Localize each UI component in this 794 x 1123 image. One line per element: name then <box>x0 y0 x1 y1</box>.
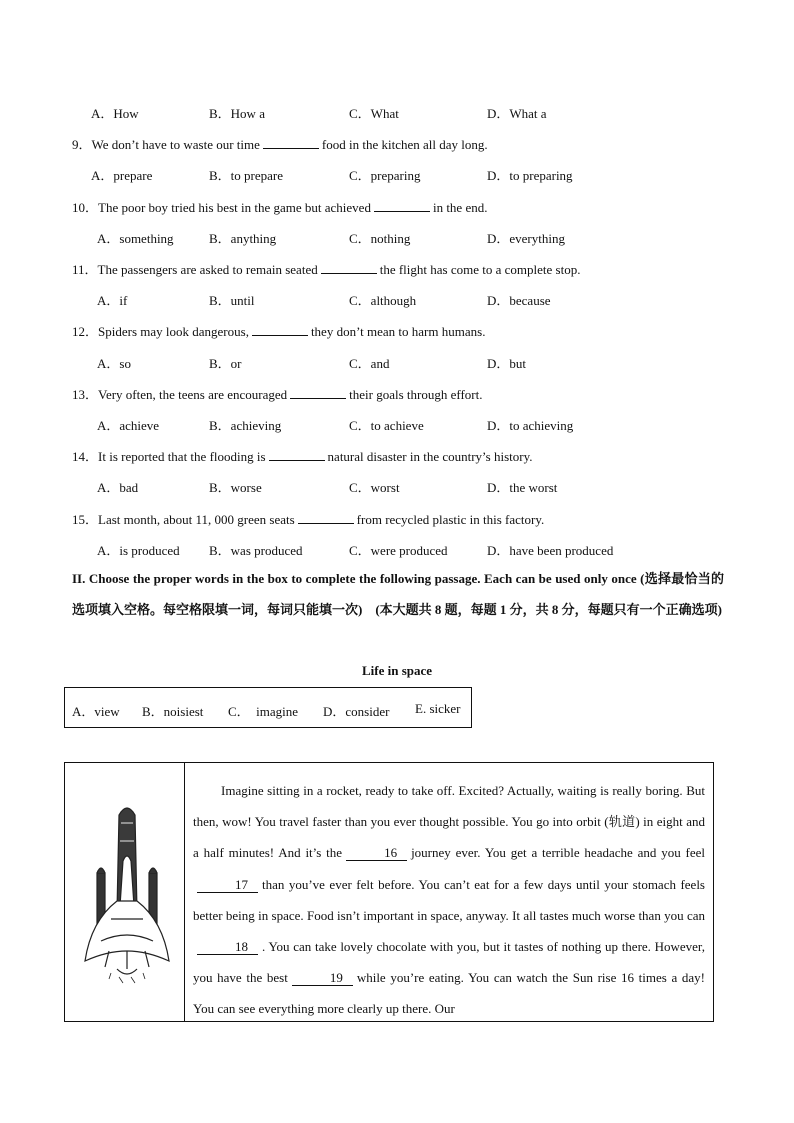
question-text-after: their goals through effort. <box>349 387 483 402</box>
option-c: C．were produced <box>349 543 448 558</box>
option-a: A．something <box>97 231 174 246</box>
option-b: B．to prepare <box>209 168 284 183</box>
question-15 <box>72 509 544 528</box>
passage-segment: journey ever. You get a terrible headache and you feel <box>411 845 705 861</box>
blank-18: 18 <box>197 940 258 955</box>
word-box <box>64 687 472 728</box>
question-number: 14． <box>72 449 99 464</box>
option-b: B．worse <box>209 480 262 495</box>
answer-blank <box>263 136 319 149</box>
option-a: A．bad <box>97 480 139 495</box>
word-option-c: C． imagine <box>228 704 299 719</box>
answer-blank <box>298 511 354 524</box>
option-c: C．to achieve <box>349 418 424 433</box>
passage-segment: Imagine sitting in a rocket, ready to take off. Excited? Actually, waiting is really boring. But then, wow! You travel faster than you ever thought possible. You go into orbit (轨道) in eight and a half minutes! And it’s the <box>193 783 705 861</box>
option-d: D．to achieving <box>487 418 574 433</box>
question-number: 9． <box>72 137 92 152</box>
option-c: C．worst <box>349 480 400 495</box>
passage-segment: than you’ve ever felt before. You can’t eat for a few days until your stomach feels better being in space. Food isn’t important in space, anyway. It all tastes much worse than you can <box>193 876 705 923</box>
option-c: C．What <box>349 106 399 121</box>
option-c: C．nothing <box>349 231 411 246</box>
passage-segment: while you’re eating. You can watch the Sun rise 16 times a day! You can see everything more clearly up there. Our <box>193 970 705 1017</box>
option-c: C．although <box>349 293 417 308</box>
question-12 <box>72 321 485 340</box>
word-option-d: D．consider <box>323 704 390 719</box>
answer-blank <box>269 448 325 461</box>
option-d: D．What a <box>487 106 547 121</box>
question-text-before: It is reported that the flooding is <box>98 449 266 464</box>
option-a: A．achieve <box>97 418 160 433</box>
option-a: A．if <box>97 293 128 308</box>
answer-blank <box>374 199 430 212</box>
blank-17: 17 <box>197 878 258 893</box>
option-d: D．to preparing <box>487 168 573 183</box>
question-10 <box>72 197 487 216</box>
passage-table <box>64 762 714 1022</box>
option-d: D．everything <box>487 231 565 246</box>
question-number: 13． <box>72 387 99 402</box>
option-d: D．but <box>487 356 527 371</box>
option-b: B．How a <box>209 106 265 121</box>
question-text-before: We don’t have to waste our time <box>91 137 260 152</box>
answer-blank <box>321 261 377 274</box>
blank-16: 16 <box>346 846 407 861</box>
question-text-before: The passengers are asked to remain seated <box>97 262 318 277</box>
option-a: A．prepare <box>91 168 153 183</box>
question-number: 10． <box>72 200 99 215</box>
option-c: C．and <box>349 356 390 371</box>
section-2-instruction: II. Choose the proper words in the box to complete the following passage. Each can be used only once (选择最恰当的选项填入空格。每空格限填一词，每词只能填一次) (本大题共 8 题，每题 1 分，共 8 分，每题只有一个正确选项) <box>72 571 724 617</box>
question-text-after: from recycled plastic in this factory. <box>356 512 545 527</box>
option-b: B．was produced <box>209 543 303 558</box>
question-text-before: Spiders may look dangerous, <box>98 324 249 339</box>
question-text-after: they don’t mean to harm humans. <box>310 324 486 339</box>
question-text-after: in the end. <box>432 200 488 215</box>
question-13 <box>72 384 483 403</box>
option-a: A．is produced <box>97 543 180 558</box>
question-text-before: The poor boy tried his best in the game but achieved <box>98 200 371 215</box>
option-a: A．How <box>91 106 139 121</box>
question-11 <box>72 259 580 278</box>
question-text-before: Last month, about 11, 000 green seats <box>98 512 295 527</box>
question-text-before: Very often, the teens are encouraged <box>98 387 288 402</box>
answer-blank <box>290 386 346 399</box>
option-d: D．the worst <box>487 480 558 495</box>
question-9 <box>72 134 488 153</box>
question-number: 12． <box>72 324 99 339</box>
word-option-e: E. sicker <box>415 701 461 716</box>
option-b: B．or <box>209 356 242 371</box>
word-option-a: A．view <box>72 704 120 719</box>
option-b: B．anything <box>209 231 277 246</box>
word-option-b: B．noisiest <box>142 704 204 719</box>
blank-19: 19 <box>292 971 353 986</box>
option-a: A．so <box>97 356 131 371</box>
passage-segment: . You can take lovely chocolate with you, but it tastes of nothing up there. However, you have the best <box>193 939 705 986</box>
question-number: 11． <box>72 262 98 277</box>
option-d: D．have been produced <box>487 543 614 558</box>
option-c: C．preparing <box>349 168 421 183</box>
question-14 <box>72 446 533 465</box>
question-text-after: the flight has come to a complete stop. <box>379 262 581 277</box>
answer-blank <box>252 323 308 336</box>
option-d: D．because <box>487 293 551 308</box>
question-number: 15． <box>72 512 99 527</box>
passage-text <box>193 775 705 1025</box>
option-b: B．until <box>209 293 255 308</box>
question-text-after: food in the kitchen all day long. <box>321 137 488 152</box>
question-text-after: natural disaster in the country’s history. <box>327 449 533 464</box>
passage-title: Life in space <box>361 663 433 678</box>
option-b: B．achieving <box>209 418 282 433</box>
table-divider <box>184 763 185 1021</box>
rocket-illustration <box>81 801 173 985</box>
